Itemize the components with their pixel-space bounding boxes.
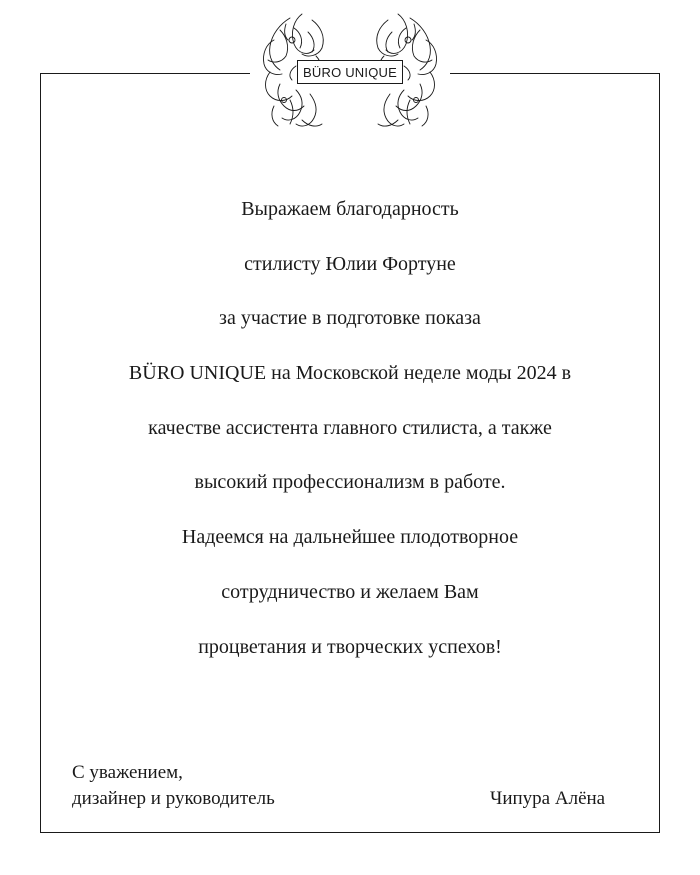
message-line: Выражаем благодарность [241, 198, 459, 220]
message-line: высокий профессионализм в работе. [194, 471, 506, 494]
message-line: Надеемся на дальнейшее плодотворное [181, 526, 519, 549]
signatory-name: Чипура Алёна [490, 788, 606, 809]
brand-logo [297, 60, 403, 84]
message-line: BÜRO UNIQUE на Московской неделе моды 2024 в [128, 362, 572, 385]
closing-position: дизайнер и руководитель [72, 788, 275, 809]
gratitude-message [60, 190, 640, 682]
message-line: процветания и творческих успехов! [198, 635, 502, 658]
message-line: за участие в подготовке показа [219, 307, 481, 330]
message-line: сотрудничество и желаем Вам [221, 580, 479, 603]
closing-regards: С уважением, [72, 762, 183, 783]
closing-block [72, 760, 275, 812]
message-line: стилисту Юлии Фортуне [244, 252, 456, 275]
brand-name: BÜRO UNIQUE [303, 64, 397, 80]
message-line: качестве ассистента главного стилиста, а также [148, 416, 552, 439]
brand-emblem [250, 10, 450, 135]
